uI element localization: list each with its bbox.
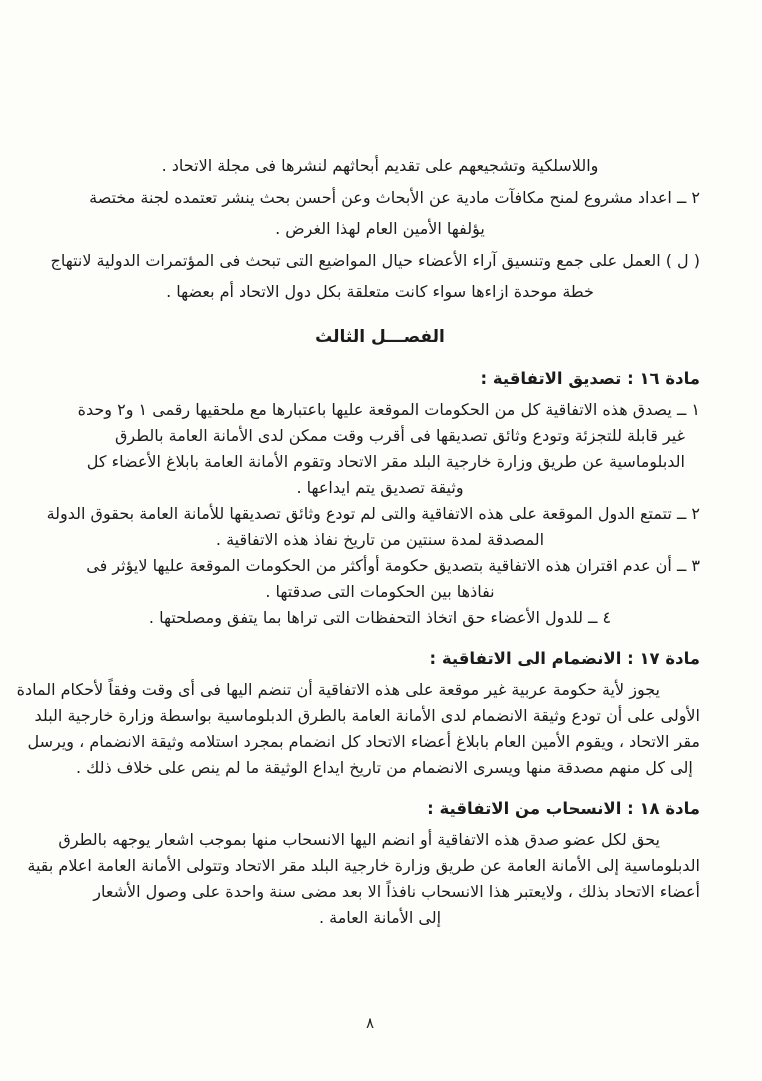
article-16-item-2-line: المصدقة لمدة سنتين من تاريخ نفاذ هذه الاتفاقية . bbox=[215, 529, 545, 549]
article-16-item-4-line: ٤ ــ للدول الأعضاء حق اتخاذ التحفظات التى تراها بما يتفق ومصلحتها . bbox=[148, 607, 612, 627]
article-16-item-1-line: غير قابلة للتجزئة وتودع وثائق تصديقها فى أقرب وقت ممكن لدى الأمانة العامة بالطرق bbox=[114, 425, 685, 445]
article-17-body bbox=[16, 677, 700, 781]
page-number: ٨ bbox=[365, 1014, 375, 1032]
article-17-body-line: مقر الاتحاد ، ويقوم الأمين العام بابلاغ أعضاء الاتحاد كل انضمام بمجرد استلامه وثيقة الانضمام ، ويرسل bbox=[27, 731, 700, 751]
chapter-heading: الفصـــل الثالث bbox=[315, 326, 445, 347]
article-17-section bbox=[16, 645, 700, 781]
article-18-body bbox=[27, 827, 700, 931]
numbered-item-2-line-2: يؤلفها الأمين العام لهذا الغرض . bbox=[275, 219, 485, 238]
article-17-body-line: يجوز لأية حكومة عربية غير موقعة على هذه الاتفاقية أن تنضم اليها فى أى وقت وفقاً لأحكام المادة bbox=[16, 679, 660, 699]
article-17-body-line: الأولى على أن تودع وثيقة الانضمام لدى الأمانة العامة بالطرق الدبلوماسية بواسطة وزارة خارجية البلد bbox=[34, 705, 700, 725]
article-18-body-line: الدبلوماسية إلى الأمانة العامة عن طريق وزارة خارجية البلد مقر الاتحاد وتتولى الأمانة العامة اعلام بقية bbox=[27, 855, 700, 875]
article-18-body-line: يحق لكل عضو صدق هذه الاتفاقية أو انضم اليها الانسحاب منها بموجب اشعار يوجهه بالطرق bbox=[58, 829, 660, 849]
page-content bbox=[16, 150, 700, 931]
article-16-item-3-line: ٣ ــ أن عدم اقتران هذه الاتفاقية بتصديق حكومة أوأكثر من الحكومات الموقعة عليها لايؤثر فى bbox=[86, 555, 700, 575]
article-16-body bbox=[46, 397, 700, 631]
article-18-body-line: أعضاء الاتحاد بذلك ، ولايعتبر هذا الانسحاب نافذاً الا بعد مضى سنة واحدة على وصول الأشعار bbox=[93, 881, 700, 901]
article-16-item-1-line: ١ ــ يصدق هذه الاتفاقية كل من الحكومات الموقعة عليها باعتبارها مع ملحقيها رقمى ١ و٢ وحدة bbox=[77, 399, 700, 419]
continuation-line: واللاسلكية وتشجيعهم على تقديم أبحاثهم لنشرها فى مجلة الاتحاد . bbox=[161, 156, 599, 175]
article-18-section bbox=[27, 795, 700, 931]
article-16-item-3-line: نفاذها بين الحكومات التى صدقتها . bbox=[265, 581, 495, 601]
intro-section bbox=[50, 150, 700, 308]
numbered-item-2-line-1: ٢ ــ اعداد مشروع لمنح مكافآت مادية عن الأبحاث وعن أحسن بحث ينشر تعتمده لجنة مختصة bbox=[89, 187, 700, 207]
lettered-item-lam-line-1: ( ل ) العمل على جمع وتنسيق آراء الأعضاء حيال المواضيع التى تبحث فى المؤتمرات الدولية لانتهاج bbox=[50, 250, 700, 270]
article-16-section bbox=[46, 365, 700, 631]
lettered-item-lam-line-2: خطة موحدة ازاءها سواء كانت متعلقة بكل دول الاتحاد أم بعضها . bbox=[166, 282, 594, 301]
article-17-heading: مادة ١٧ : الانضمام الى الاتفاقية : bbox=[429, 648, 700, 668]
article-16-item-2-line: ٢ ــ تتمتع الدول الموقعة على هذه الاتفاقية والتى لم تودع وثائق تصديقها للأمانة العامة بحقوق الدولة bbox=[46, 503, 700, 523]
article-18-heading: مادة ١٨ : الانسحاب من الاتفاقية : bbox=[427, 798, 700, 818]
article-16-item-1-line: الدبلوماسية عن طريق وزارة خارجية البلد مقر الاتحاد وتقوم الأمانة العامة بابلاغ الأعضاء كل bbox=[86, 451, 685, 471]
article-18-body-line: إلى الأمانة العامة . bbox=[318, 907, 442, 927]
article-17-body-line: إلى كل منهم مصدقة منها ويسرى الانضمام من تاريخ ايداع الوثيقة ما لم ينص على خلاف ذلك . bbox=[76, 757, 693, 777]
article-16-item-1-line: وثيقة تصديق يتم ايداعها . bbox=[296, 477, 464, 497]
article-16-heading: مادة ١٦ : تصديق الاتفاقية : bbox=[480, 368, 700, 388]
